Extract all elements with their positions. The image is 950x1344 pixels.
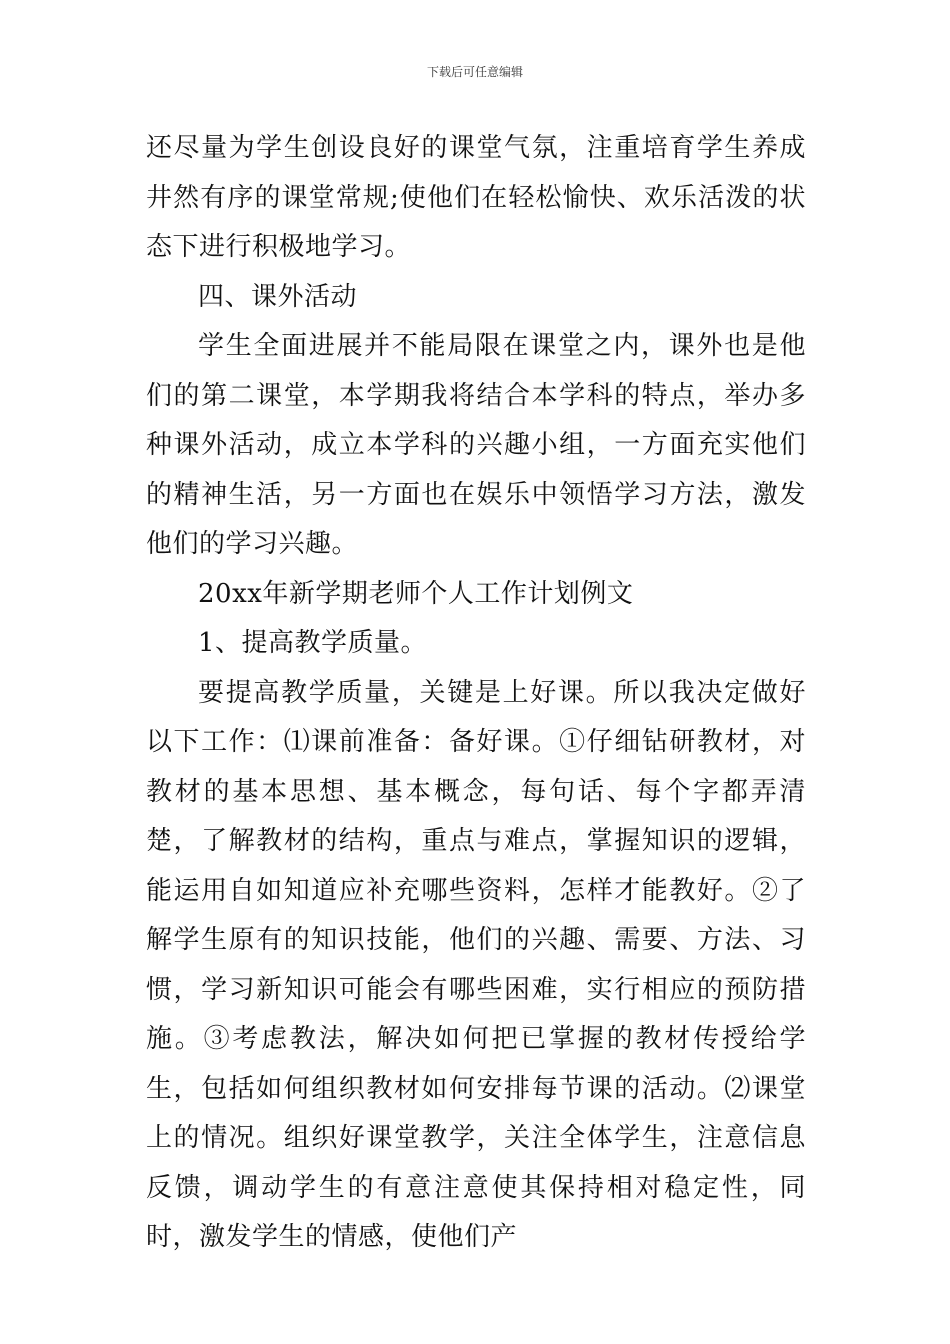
paragraph-activities: 学生全面进展并不能局限在课堂之内，课外也是他们的第二课堂，本学期我将结合本学科的特点，举办多种课外活动，成立本学科的兴趣小组，一方面充实他们的精神生活，另一方面也在娱乐中领悟学习方法，激发他们的学习兴趣。 <box>146 331 806 559</box>
article-title: 20xx年新学期老师个人工作计划例文 <box>198 578 634 609</box>
paragraph-quality: 要提高教学质量，关键是上好课。所以我决定做好以下工作：⑴课前准备：备好课。①仔细钻研教材，对教材的基本思想、基本概念，每句话、每个字都弄清楚，了解教材的结构，重点与难点，掌握知识的逻辑，能运用自如知道应补充哪些资料，怎样才能教好。②了解学生原有的知识技能，他们的兴趣、需要、方法、习惯，学习新知识可能会有哪些困难，实行相应的预防措施。③考虑教法，解决如何把已掌握的教材传授给学生，包括如何组织教材如何安排每节课的活动。⑵课堂上的情况。组织好课堂教学，关注全体学生，注意信息反馈，调动学生的有意注意使其保持相对稳定性，同时，激发学生的情感，使他们产 <box>146 677 806 1252</box>
paragraph-continuation: 还尽量为学生创设良好的课堂气氛，注重培育学生养成井然有序的课堂常规;使他们在轻松愉快、欢乐活泼的状态下进行积极地学习。 <box>146 133 806 262</box>
document-body <box>146 124 806 1263</box>
section-heading-quality: 1、提高教学质量。 <box>198 628 428 658</box>
section-heading-activities: 四、课外活动 <box>198 281 358 312</box>
page-header: 下载后可任意编辑 <box>426 65 523 79</box>
